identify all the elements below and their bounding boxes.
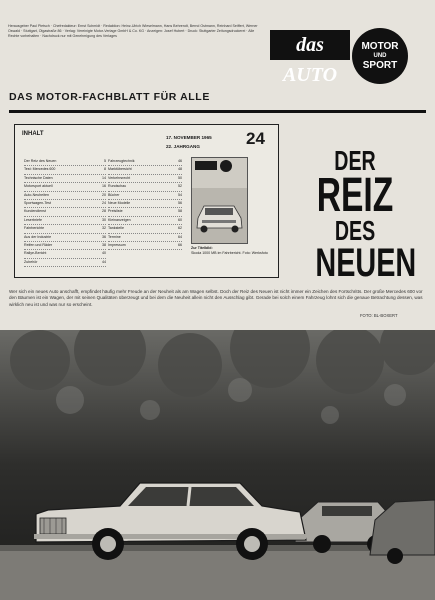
cover-caption-title: Zur Titelbild: xyxy=(191,246,213,250)
intro-paragraph: Wer sich ein neues Auto anschafft, empfindet häufig mehr Freude an der Neuheit als am Wagen selbst. Doch der Reiz des Neuen ist nicht immer ein Zeichen des Fortschritts. Der große Mercedes 600 vor den Bäumen ist ein Wagen, der mit seinen Qualitäten überzeugt und bei dem die Neuheit allein nicht den Ausschlag gibt. Gerade bei solch einem Fahrzeug lohnt sich die genaue Betrachtung dessen, was wirklich neu ist und was nur so erscheint. xyxy=(9,289,423,307)
toc-entry-title: Verkehrsrecht xyxy=(108,175,131,180)
issue-date xyxy=(166,133,212,151)
toc-entry-page: 14 xyxy=(102,175,106,180)
toc-entry-page: 54 xyxy=(178,192,182,197)
toc-entry-title: Kleinanzeigen xyxy=(108,217,131,222)
cover-image xyxy=(192,158,247,243)
toc-entry-title: Neue Modelle xyxy=(108,201,131,206)
photo-credit: FOTO: BL-BOXERT xyxy=(360,313,398,318)
toc-entry-title: Aus der Industrie xyxy=(24,234,52,239)
toc-entry xyxy=(108,192,182,200)
logo-circle xyxy=(352,28,408,84)
headline-reiz: REIZ xyxy=(316,169,394,222)
logo-und: UND xyxy=(373,52,387,59)
headline-des: DES xyxy=(334,215,376,246)
toc-entry xyxy=(24,192,106,200)
cover-caption-text: Skoda 1000 MB im Fahrbericht. Foto: Werksfoto xyxy=(191,250,268,255)
toc-entry-page: 46 xyxy=(178,159,182,163)
toc-entry-title: Bücher xyxy=(108,192,120,197)
mercedes-photo xyxy=(0,330,435,600)
toc-entry xyxy=(108,183,182,191)
toc-entry-title: Preisliste xyxy=(108,209,123,214)
toc-entry-page: 36 xyxy=(102,234,106,239)
toc-entry xyxy=(24,175,106,183)
toc-entry-title: Sportwagen-Test xyxy=(24,201,51,206)
toc-entry-title: Der Reiz des Neuen xyxy=(24,159,57,163)
toc-entry-page: 16 xyxy=(102,184,106,189)
toc-entry-title: Rallye-Bericht xyxy=(24,251,47,256)
toc-entry-title: Kundendienst xyxy=(24,209,46,214)
toc-entry-page: 50 xyxy=(178,175,182,180)
headline-neuen: NEUEN xyxy=(315,241,417,285)
headline-der: DER xyxy=(334,145,376,176)
toc-entry-page: 32 xyxy=(102,226,106,231)
toc-right-column xyxy=(108,158,182,250)
toc-entry-page: 62 xyxy=(178,226,182,231)
toc-entry-page: 64 xyxy=(178,234,182,239)
toc-entry-page: 40 xyxy=(102,251,106,256)
toc-entry xyxy=(108,242,182,250)
header-rule xyxy=(9,110,426,113)
toc-entry xyxy=(24,259,106,267)
cover-thumbnail xyxy=(191,157,248,244)
toc-title: INHALT xyxy=(22,131,44,137)
toc-entry-page: 24 xyxy=(102,201,106,206)
toc-entry-page: 66 xyxy=(178,243,182,248)
toc-entry-title: Fahrzeugtechnik xyxy=(108,159,135,163)
issue-number: 24 xyxy=(246,129,265,148)
toc-entry-title: Marktübersicht xyxy=(108,167,132,172)
toc-entry-page: 48 xyxy=(178,167,182,172)
toc-entry xyxy=(108,200,182,208)
toc-entry-page: 20 xyxy=(102,192,106,197)
toc-entry-page: 44 xyxy=(102,259,106,264)
toc-entry-page: 60 xyxy=(178,217,182,222)
toc-entry xyxy=(108,217,182,225)
toc-entry xyxy=(108,166,182,174)
toc-entry-title: Technische Daten xyxy=(24,175,53,180)
toc-entry-title: Tankstelle xyxy=(108,226,124,231)
toc-entry xyxy=(108,208,182,216)
toc-entry-title: Zubehör xyxy=(24,259,38,264)
toc-entry xyxy=(24,200,106,208)
issue-date-line1: 17. NOVEMBER 1965 xyxy=(166,135,212,140)
toc-entry-page: 56 xyxy=(178,201,182,206)
issue-date-line2: 22. JAHRGANG xyxy=(166,144,200,149)
toc-entry-title: Termine xyxy=(108,234,121,239)
toc-entry xyxy=(24,217,106,225)
toc-entry xyxy=(108,158,182,166)
toc-entry xyxy=(24,208,106,216)
toc-entry-page: 58 xyxy=(178,209,182,214)
toc-entry-page: 52 xyxy=(178,184,182,189)
toc-entry-title: Motorsport aktuell xyxy=(24,184,53,189)
magazine-logo xyxy=(270,28,410,86)
toc-entry xyxy=(108,175,182,183)
toc-entry xyxy=(24,234,106,242)
toc-entry-title: Impressum xyxy=(108,243,126,248)
toc-entry xyxy=(24,250,106,258)
toc-entry-title: Auto-Neuheiten xyxy=(24,192,49,197)
tagline: DAS MOTOR-FACHBLATT FÜR ALLE xyxy=(9,91,210,103)
toc-entry xyxy=(24,242,106,250)
toc-entry-page: 30 xyxy=(102,217,106,222)
toc-entry-title: Leserbriefe xyxy=(24,217,42,222)
toc-entry xyxy=(108,225,182,233)
toc-left-column xyxy=(24,158,106,267)
toc-entry xyxy=(24,166,106,174)
masthead-imprint: Herausgeber Paul Pietsch · Chefredakteur: Ernst Schmidt · Redaktion: Heinz-Ulrich Wieselmann, Hans Behrendt, Bernd Ostmann, Reinhard Seiffert, Werner Oswald · Stuttgart, Olgastraße 86 · Verlag: Vereinigte Motor-Verlage GmbH & Co. KG · Anzeigen: Josef Hubert · Druck: Stuttgarter Zeitungsdruckerei · Alle Rechte vorbehalten · Nachdruck nur mit Genehmigung des Verlages xyxy=(8,24,258,38)
logo-sport: SPORT xyxy=(362,59,398,71)
toc-entry-page: 38 xyxy=(102,243,106,248)
headline xyxy=(300,145,417,285)
toc-entry-title: Reifen und Räder xyxy=(24,243,53,248)
toc-entry-title: Rundschau xyxy=(108,184,127,189)
toc-entry-title: Fahrberichte xyxy=(24,226,45,231)
cover-caption xyxy=(191,246,271,256)
logo-auto: das AUTO xyxy=(270,30,350,60)
toc-entry-title: Test: Mercedes 600 xyxy=(24,167,56,172)
logo-motor: MOTOR xyxy=(361,40,399,52)
toc-entry xyxy=(24,158,106,166)
toc-entry-page: 8 xyxy=(104,167,106,172)
toc-entry xyxy=(24,183,106,191)
toc-entry-page: 5 xyxy=(104,159,106,163)
toc-entry-page: 28 xyxy=(102,209,106,214)
toc-entry xyxy=(24,225,106,233)
toc-entry xyxy=(108,234,182,242)
